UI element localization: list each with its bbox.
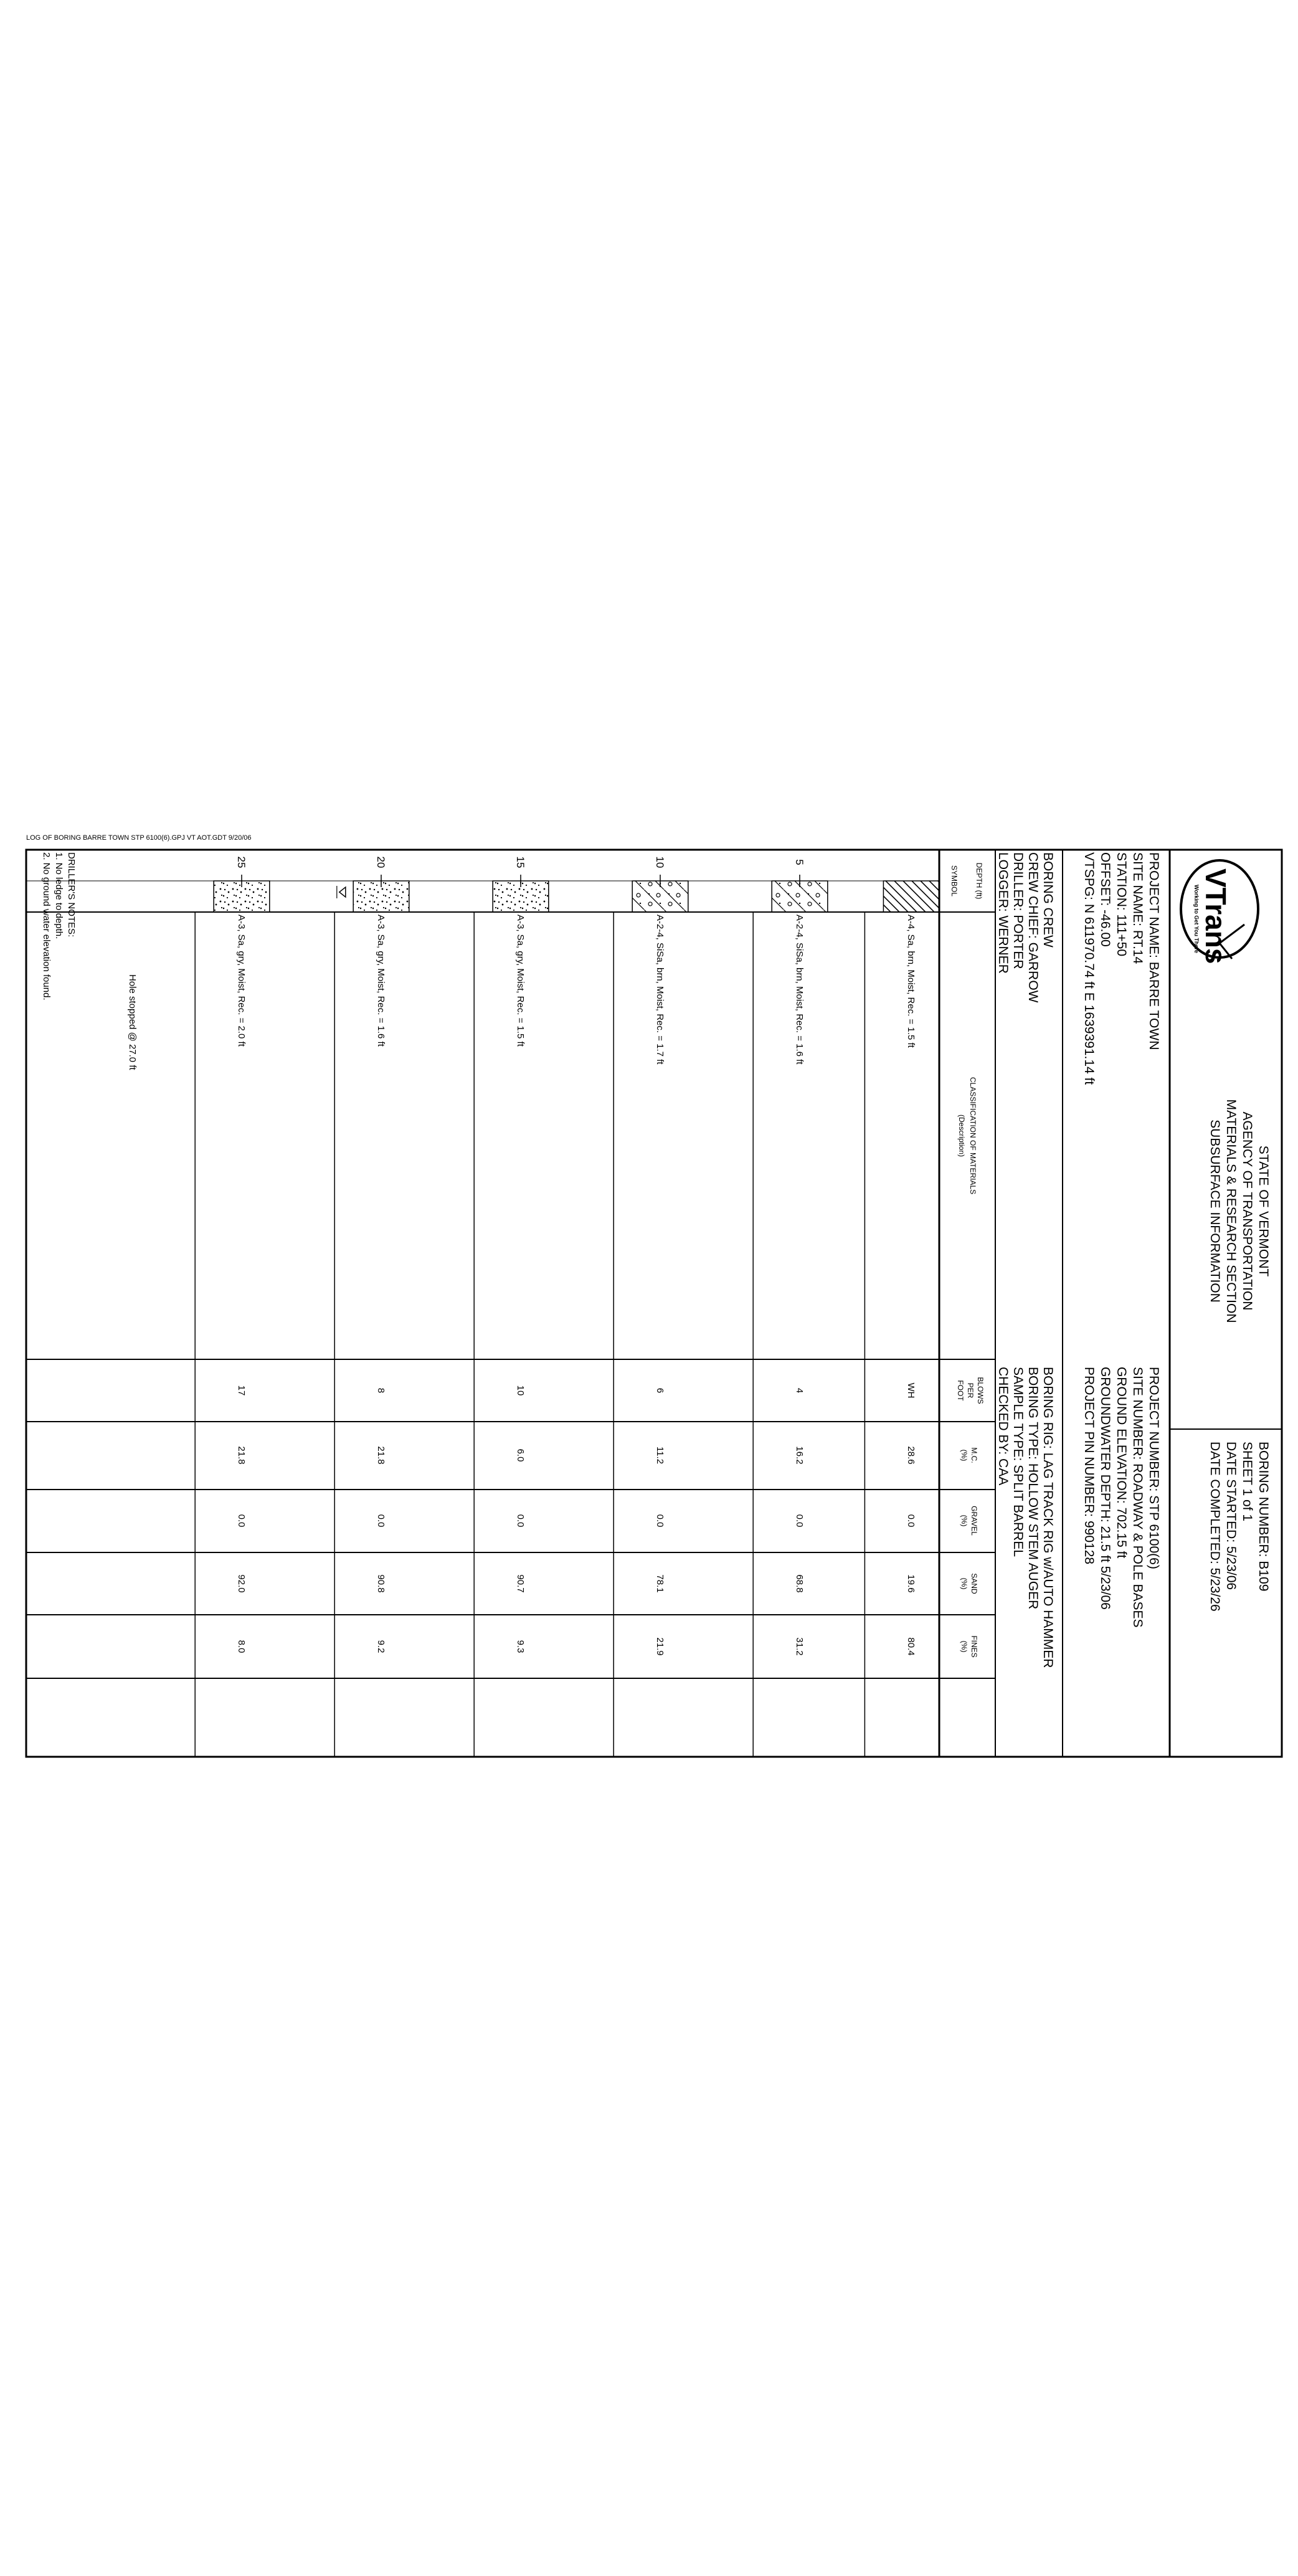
site-name: SITE NAME: RT.14 xyxy=(1130,852,1145,964)
vtspg-coordinates: VTSPG: N 611970.74 ft E 1639391.14 ft xyxy=(1082,852,1096,1085)
col-fines-unit: (%) xyxy=(960,1640,969,1653)
agency-line2: AGENCY OF TRANSPORTATION xyxy=(1240,1111,1254,1311)
sample-fines: 8.0 xyxy=(236,1640,247,1653)
sample-gravel: 0.0 xyxy=(515,1514,526,1528)
sample-blows: 8 xyxy=(376,1387,386,1394)
sample-description: A-2-4, SiSa, brn, Moist, Rec. = 1.6 ft xyxy=(794,915,805,1065)
date-started: DATE STARTED: 5/23/06 xyxy=(1224,1442,1238,1590)
log-table xyxy=(26,850,995,1757)
sample-fines: 9.2 xyxy=(376,1640,386,1653)
sample-fines: 9.3 xyxy=(515,1640,526,1653)
depth-tick-label: 15 xyxy=(514,856,526,868)
header-band xyxy=(939,850,1282,1757)
sample-sand: 90.7 xyxy=(515,1574,526,1593)
sample-mc: 16.2 xyxy=(794,1446,805,1465)
depth-tick-label: 25 xyxy=(235,856,247,868)
ground-elevation: GROUND ELEVATION: 702.15 ft xyxy=(1114,1367,1129,1559)
sample-type: SAMPLE TYPE: SPLIT BARREL xyxy=(1011,1367,1025,1557)
sample-sand: 92.0 xyxy=(236,1574,247,1593)
soil-symbol xyxy=(493,881,549,912)
col-sand-unit: (%) xyxy=(960,1577,969,1590)
logger: LOGGER: WERNER xyxy=(996,852,1010,974)
hole-stopped: Hole stopped @ 27.0 ft xyxy=(127,974,138,1070)
col-symbol: SYMBOL xyxy=(950,865,959,897)
col-classification: CLASSIFICATION OF MATERIALS xyxy=(969,1077,977,1195)
file-header: LOG OF BORING BARRE TOWN STP 6100(6).GPJ VT AOT.GDT 9/20/06 xyxy=(26,834,252,842)
sample-mc: 28.6 xyxy=(906,1446,917,1465)
sample-sand: 78.1 xyxy=(655,1574,665,1593)
water-table-icon xyxy=(337,886,346,898)
sample-description: A-2-4, SiSa, brn, Moist, Rec. = 1.7 ft xyxy=(655,915,665,1065)
agency-line4: SUBSURFACE INFORMATION xyxy=(1208,1119,1222,1303)
soil-symbol xyxy=(632,881,688,912)
depth-tick-label: 10 xyxy=(654,856,666,868)
soil-symbol xyxy=(883,881,939,912)
sample-mc: 6.0 xyxy=(515,1448,526,1462)
logo-text: VTrans xyxy=(1200,868,1232,964)
boring-crew: BORING CREW xyxy=(1041,852,1055,948)
sample-mc: 21.8 xyxy=(376,1446,386,1465)
drillers-note-2: 2. No ground water elevation found. xyxy=(41,852,52,1000)
sample-blows: 4 xyxy=(794,1387,805,1394)
col-fines: FINES xyxy=(970,1635,978,1658)
project-number: PROJECT NUMBER: STP 6100(6) xyxy=(1147,1367,1161,1569)
sample-fines: 21.9 xyxy=(655,1637,665,1656)
logo-tagline: Working to Get You There xyxy=(1193,885,1200,954)
col-blows-per: PER xyxy=(966,1382,975,1399)
crew-chief: CREW CHIEF: GARROW xyxy=(1026,852,1040,1003)
sample-sand: 68.8 xyxy=(794,1574,805,1593)
crew-info xyxy=(996,852,1055,1668)
sample-blows: 6 xyxy=(655,1387,665,1394)
date-completed: DATE COMPLETED: 5/23/26 xyxy=(1208,1442,1222,1612)
sample-gravel: 0.0 xyxy=(236,1514,247,1528)
col-mc: M.C. xyxy=(970,1447,978,1463)
checked-by: CHECKED BY: CAA xyxy=(996,1367,1010,1486)
sample-sand: 90.8 xyxy=(376,1574,386,1593)
sample-description: A-4, Sa, brn, Moist, Rec. = 1.5 ft xyxy=(906,915,917,1048)
water-table-icon xyxy=(339,887,346,897)
sample-description: A-3, Sa, gry, Moist, Rec. = 1.6 ft xyxy=(376,915,386,1047)
col-blows-foot: FOOT xyxy=(956,1380,965,1401)
sample-gravel: 0.0 xyxy=(376,1514,386,1528)
sample-blows: WH xyxy=(906,1382,917,1399)
depth-tick-label: 5 xyxy=(793,859,805,865)
sample-description: A-3, Sa, gry, Moist, Rec. = 1.5 ft xyxy=(515,915,526,1047)
offset: OFFSET: -46.00 xyxy=(1098,852,1112,947)
sheet-number: SHEET 1 of 1 xyxy=(1240,1442,1254,1522)
sample-rows xyxy=(195,881,939,1757)
col-gravel: GRAVEL xyxy=(970,1506,978,1536)
col-classification-sub: (Description) xyxy=(957,1114,966,1157)
project-info xyxy=(1082,852,1161,1628)
driller: DRILLER: PORTER xyxy=(1011,852,1025,969)
col-gravel-unit: (%) xyxy=(960,1514,969,1527)
sample-gravel: 0.0 xyxy=(655,1514,665,1528)
sample-fines: 80.4 xyxy=(906,1637,917,1656)
sample-gravel: 0.0 xyxy=(906,1514,917,1528)
project-pin: PROJECT PIN NUMBER: 990128 xyxy=(1082,1367,1096,1565)
vtrans-logo xyxy=(1181,860,1258,964)
boring-type: BORING TYPE: HOLLOW STEM AUGER xyxy=(1026,1367,1040,1610)
col-sand: SAND xyxy=(970,1573,978,1594)
col-mc-unit: (%) xyxy=(960,1449,969,1461)
soil-symbol xyxy=(772,881,828,912)
rotated-log xyxy=(26,850,1282,1757)
groundwater-depth: GROUNDWATER DEPTH: 21.5 ft 5/23/06 xyxy=(1098,1367,1112,1610)
soil-symbol xyxy=(353,881,409,912)
project-name: PROJECT NAME: BARRE TOWN xyxy=(1147,852,1161,1050)
boring-number: BORING NUMBER: B109 xyxy=(1256,1442,1271,1592)
col-depth: DEPTH (ft) xyxy=(975,862,983,900)
sample-mc: 11.2 xyxy=(655,1446,665,1465)
depth-tick-label: 20 xyxy=(375,856,387,868)
drillers-note-1: 1. No ledge to depth. xyxy=(54,852,64,939)
sample-sand: 19.6 xyxy=(906,1574,917,1593)
sample-blows: 10 xyxy=(515,1385,526,1396)
drillers-notes-title: DRILLER'S NOTES: xyxy=(66,852,77,938)
sample-blows: 17 xyxy=(236,1385,247,1396)
site-number: SITE NUMBER: ROADWAY & POLE BASES xyxy=(1130,1367,1145,1628)
sample-mc: 21.8 xyxy=(236,1446,247,1465)
agency-line1: STATE OF VERMONT xyxy=(1256,1145,1271,1277)
sample-fines: 31.2 xyxy=(794,1637,805,1656)
sample-gravel: 0.0 xyxy=(794,1514,805,1528)
boring-rig: BORING RIG: LAG TRACK RIG w/AUTO HAMMER xyxy=(1041,1367,1055,1668)
station: STATION: 111+50 xyxy=(1114,852,1129,957)
soil-symbol xyxy=(214,881,270,912)
agency-line3: MATERIALS & RESEARCH SECTION xyxy=(1224,1099,1238,1323)
col-blows: BLOWS xyxy=(976,1377,985,1404)
sample-description: A-3, Sa, gry, Moist, Rec. = 2.0 ft xyxy=(236,915,247,1047)
